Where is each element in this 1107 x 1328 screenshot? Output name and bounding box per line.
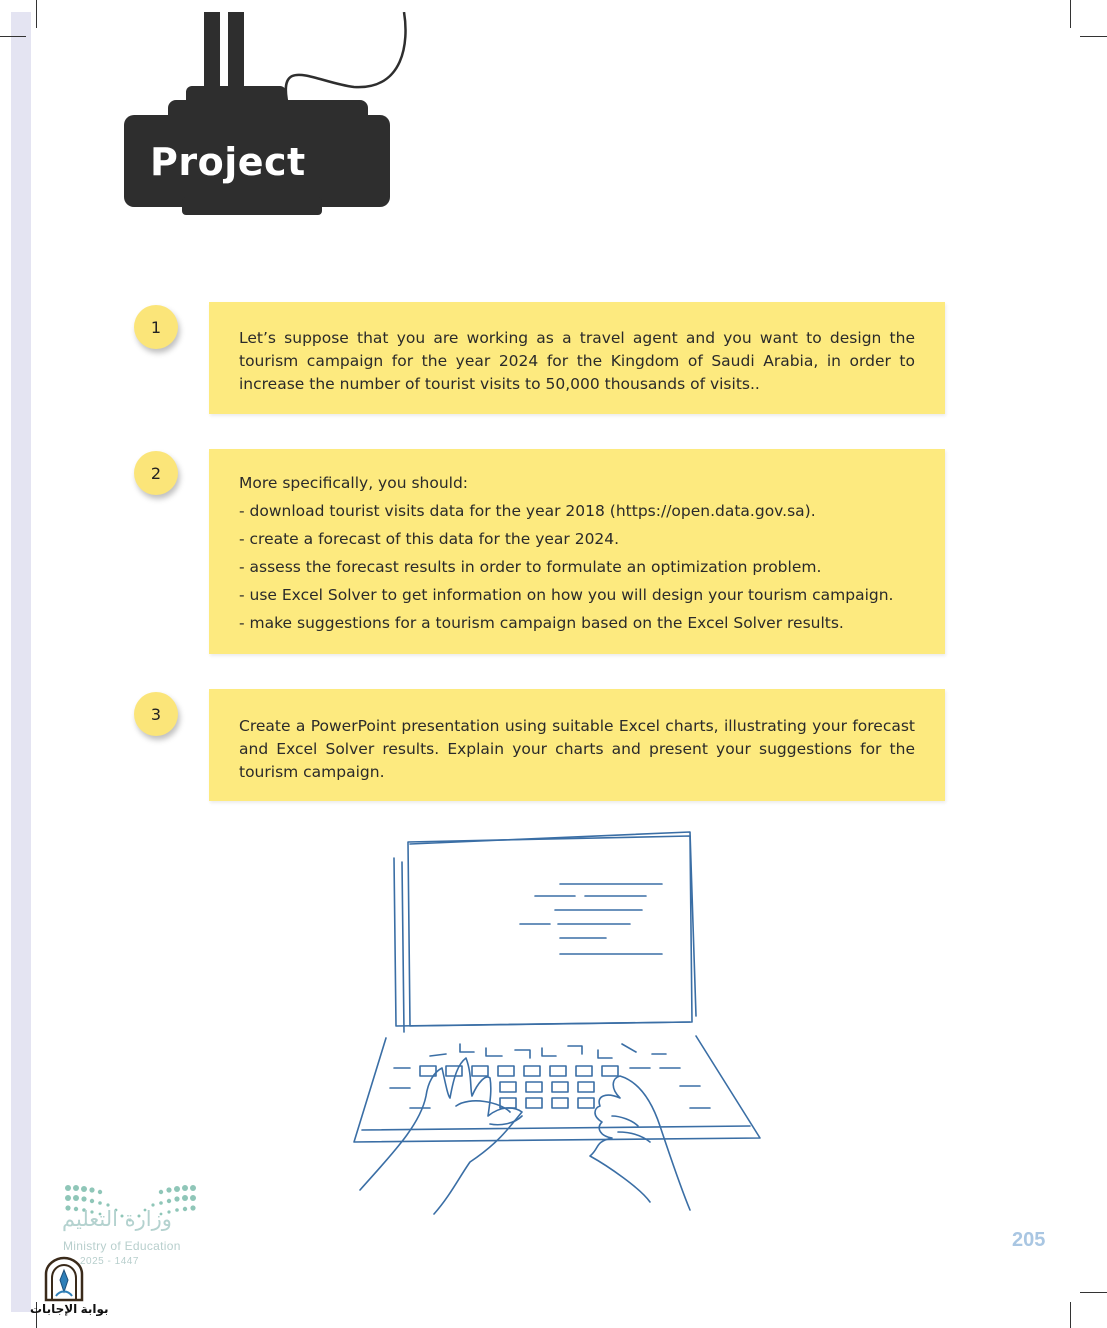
page-number: 205 — [1012, 1229, 1046, 1251]
step-number-circle — [134, 451, 178, 495]
step-number: 2 — [150, 463, 162, 483]
step-note — [209, 449, 945, 654]
page-title: Project — [150, 140, 306, 184]
crop-mark — [36, 0, 37, 28]
step-note — [209, 689, 945, 801]
crop-mark — [1080, 1292, 1107, 1293]
step-number: 3 — [150, 704, 162, 724]
left-margin-strip — [11, 12, 31, 1312]
list-item: - make suggestions for a tourism campaign based on the Excel Solver results. — [239, 614, 844, 632]
portal-label: بوابة الإجابات — [30, 1302, 109, 1316]
ministry-arabic-name: وزارة التعليم — [62, 1207, 172, 1231]
crop-mark — [1080, 36, 1107, 37]
list-item: - download tourist visits data for the year 2018 (https://open.data.gov.sa). — [239, 502, 816, 520]
ministry-english-name: Ministry of Education — [63, 1239, 181, 1253]
list-item: - use Excel Solver to get information on how you will design your tourism campaign. — [239, 586, 894, 604]
plug-badge-icon — [124, 12, 414, 222]
step-note — [209, 302, 945, 414]
laptop-typing-icon — [350, 826, 770, 1216]
crop-mark — [1070, 1302, 1071, 1328]
step-text: Create a PowerPoint presentation using suitable Excel charts, illustrating your forecast and Excel Solver results. Explain your charts and present your suggestions for the tourism campaign. — [239, 717, 915, 781]
step-text: Let’s suppose that you are working as a travel agent and you want to design the tourism campaign for the year 2024 for the Kingdom of Saudi Arabia, in order to increase the number of tourist visits to 50,000 thousands of visits.. — [239, 329, 915, 393]
step-number-circle — [134, 692, 178, 736]
step-list — [239, 469, 915, 637]
ministry-year: 2025 - 1447 — [80, 1256, 139, 1267]
crop-mark — [1070, 0, 1071, 28]
list-item: - assess the forecast results in order to formulate an optimization problem. — [239, 558, 822, 576]
step-number: 1 — [150, 317, 162, 337]
step-number-circle — [134, 305, 178, 349]
crop-mark — [0, 36, 26, 37]
portal-mosque-icon — [42, 1256, 86, 1302]
list-item: - create a forecast of this data for the year 2024. — [239, 530, 620, 548]
list-item: More specifically, you should: — [239, 474, 469, 492]
